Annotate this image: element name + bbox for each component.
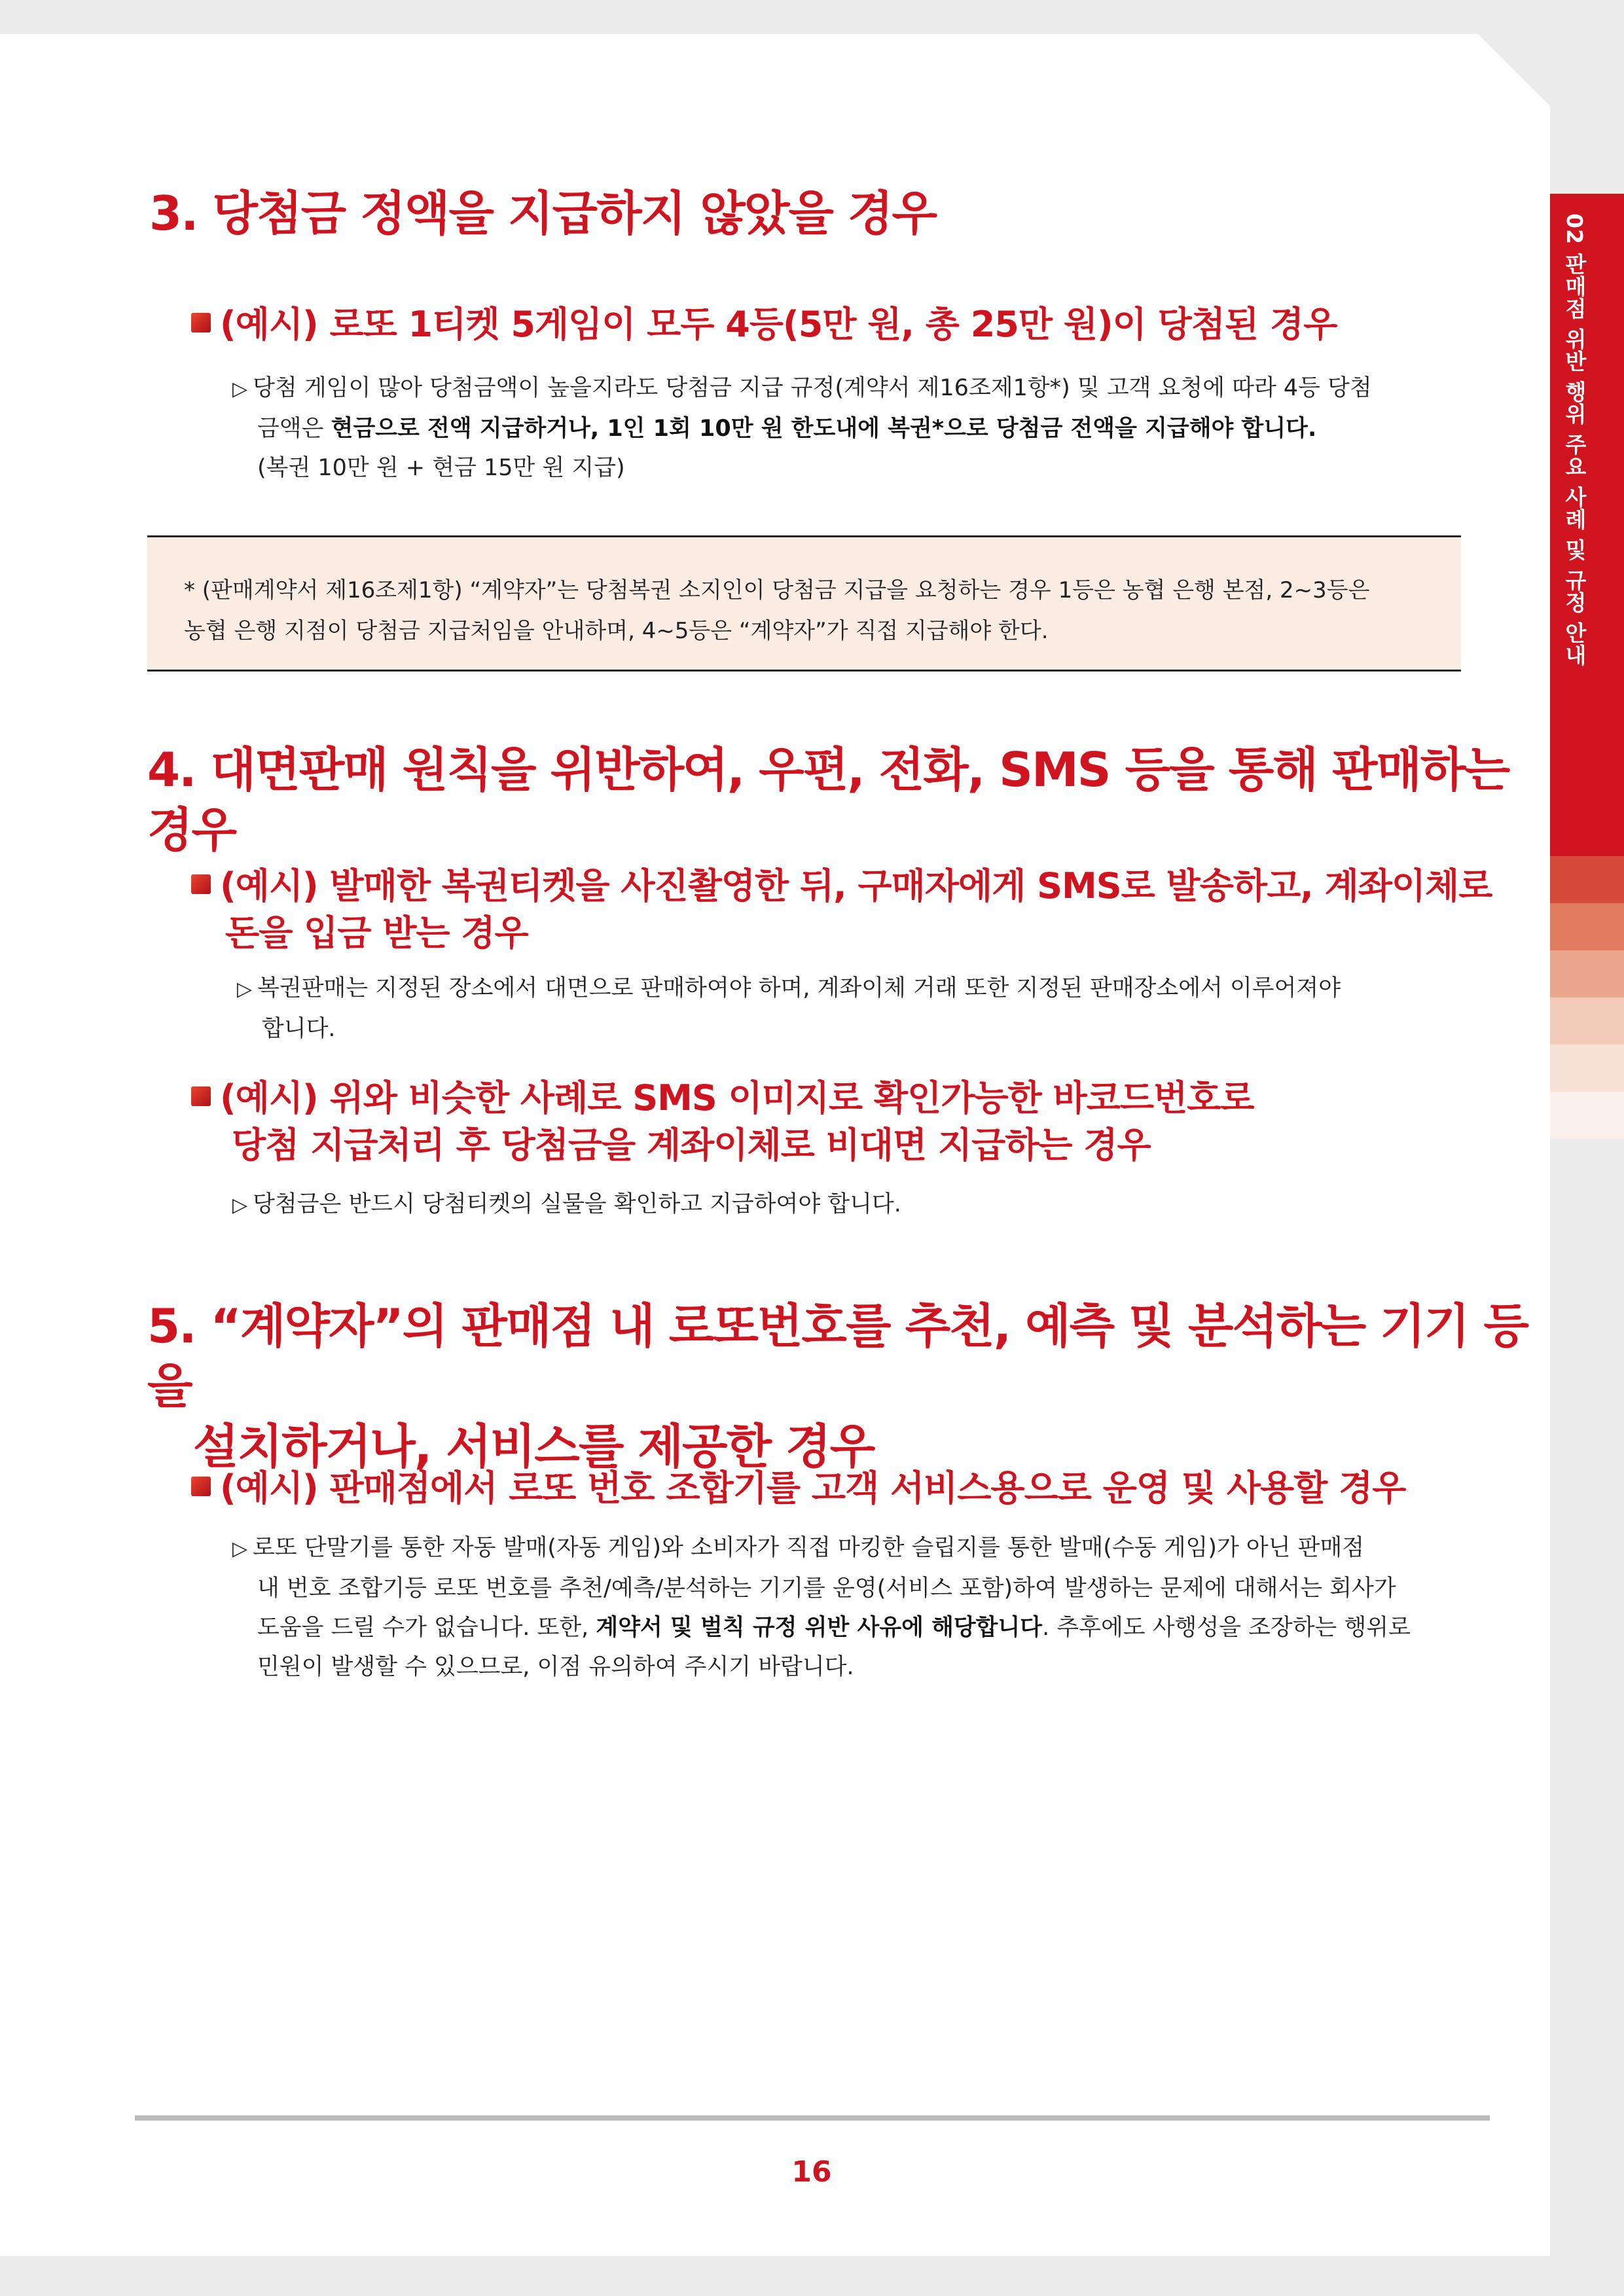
section-3-body: ▷ 당첨 게임이 많아 당첨금액이 높을지라도 당첨금 지급 규정(계약서 제16조제1항*) 및 고객 요청에 따라 4등 당첨 금액은 현금으로 전액 지급하거나, 1인 1회 10만 원 한도내에 복권*으로 당첨금 전액을 지급해야 합니다. (복권 10만 원 + 현금 15만 원 지급): [232, 368, 1463, 488]
chapter-side-tab-label: 02 판매점 위반 행위 주요 사례 및 규정 안내: [1562, 213, 1587, 666]
contract-note-line-1: * (판매계약서 제16조제1항) “계약자”는 당첨복권 소지인이 당첨금 지급을 요청하는 경우 1등은 농협 은행 본점, 2~3등은: [184, 577, 1370, 603]
section-3-heading: 3. 당첨금 정액을 지급하지 않았을 경우: [149, 186, 937, 241]
side-swatch-2: [1550, 903, 1624, 950]
contract-note-box: [147, 535, 1461, 672]
square-bullet-icon: [191, 313, 211, 332]
section-5-example-title: (예시) 판매점에서 로또 번호 조합기를 고객 서비스용으로 운영 및 사용할 경우: [191, 1465, 1405, 1512]
square-bullet-icon: [191, 1477, 211, 1496]
section-5-body: ▷ 로또 단말기를 통한 자동 발매(자동 게임)와 소비자가 직접 마킹한 슬립지를 통한 발매(수동 게임)가 아닌 판매점 내 번호 조합기등 로또 번호를 추천/예측/분석하는 기기를 운영(서비스 포함)하여 발생하는 문제에 대해서는 회사가 도움을 드릴 수가 없습니다. 또한, 계약서 및 벌칙 규정 위반 사유에 해당합니다. 추후에도 사행성을 조장하는 행위로 민원이 발생할 수 있으므로, 이점 유의하여 주시기 바랍니다.: [232, 1535, 1411, 1680]
section-4-heading: 4. 대면판매 원칙을 위반하여, 우편, 전화, SMS 등을 통해 판매하는 경우: [147, 742, 1509, 857]
side-swatch-6: [1550, 1092, 1624, 1139]
side-swatch-3: [1550, 950, 1624, 997]
section-3-example-title: (예시) 로또 1티켓 5게임이 모두 4등(5만 원, 총 25만 원)이 당첨된 경우: [191, 301, 1337, 348]
footer-divider: [135, 2115, 1490, 2121]
triangle-right-icon: ▷: [232, 1537, 248, 1560]
section-4-example-2-body: ▷ 당첨금은 반드시 당첨티켓의 실물을 확인하고 지급하여야 합니다.: [232, 1191, 901, 1217]
side-swatch-4: [1550, 997, 1624, 1045]
side-swatch-5: [1550, 1045, 1624, 1092]
section-4-example-2-title: (예시) 위와 비슷한 사례로 SMS 이미지로 확인가능한 바코드번호로 당첨 지급처리 후 당첨금을 계좌이체로 비대면 지급하는 경우: [191, 1075, 1254, 1169]
square-bullet-icon: [191, 874, 211, 894]
triangle-right-icon: ▷: [232, 1194, 248, 1217]
section-3-body-note: (복권 10만 원 + 현금 15만 원 지급): [257, 455, 625, 481]
triangle-right-icon: ▷: [232, 378, 248, 401]
side-swatch-1: [1550, 856, 1624, 903]
contract-note-line-2: 농협 은행 지점이 당첨금 지급처임을 안내하며, 4~5등은 “계약자”가 직접 지급해야 한다.: [184, 618, 1049, 644]
section-4-example-1-body: ▷ 복권판매는 지정된 장소에서 대면으로 판매하여야 하며, 계좌이체 거래 또한 지정된 판매장소에서 이루어져야 합니다.: [237, 975, 1341, 1042]
square-bullet-icon: [191, 1086, 211, 1106]
triangle-right-icon: ▷: [237, 978, 253, 1001]
section-5-heading: 5. “계약자”의 판매점 내 로또번호를 추천, 예측 및 분석하는 기기 등을 설치하거나, 서비스를 제공한 경우: [147, 1299, 1528, 1474]
page-number: 16: [791, 2155, 832, 2189]
chapter-side-tab: [1550, 194, 1624, 856]
section-5-body-emphasis: 계약서 및 벌칙 규정 위반 사유에 해당합니다: [596, 1615, 1043, 1641]
section-4-example-1-title: (예시) 발매한 복권티켓을 사진촬영한 뒤, 구매자에게 SMS로 발송하고, 계좌이체로 돈을 입금 받는 경우: [191, 863, 1492, 957]
section-3-body-emphasis: 현금으로 전액 지급하거나, 1인 1회 10만 원 한도내에 복권*으로 당첨금 전액을 지급해야 합니다.: [331, 416, 1317, 442]
